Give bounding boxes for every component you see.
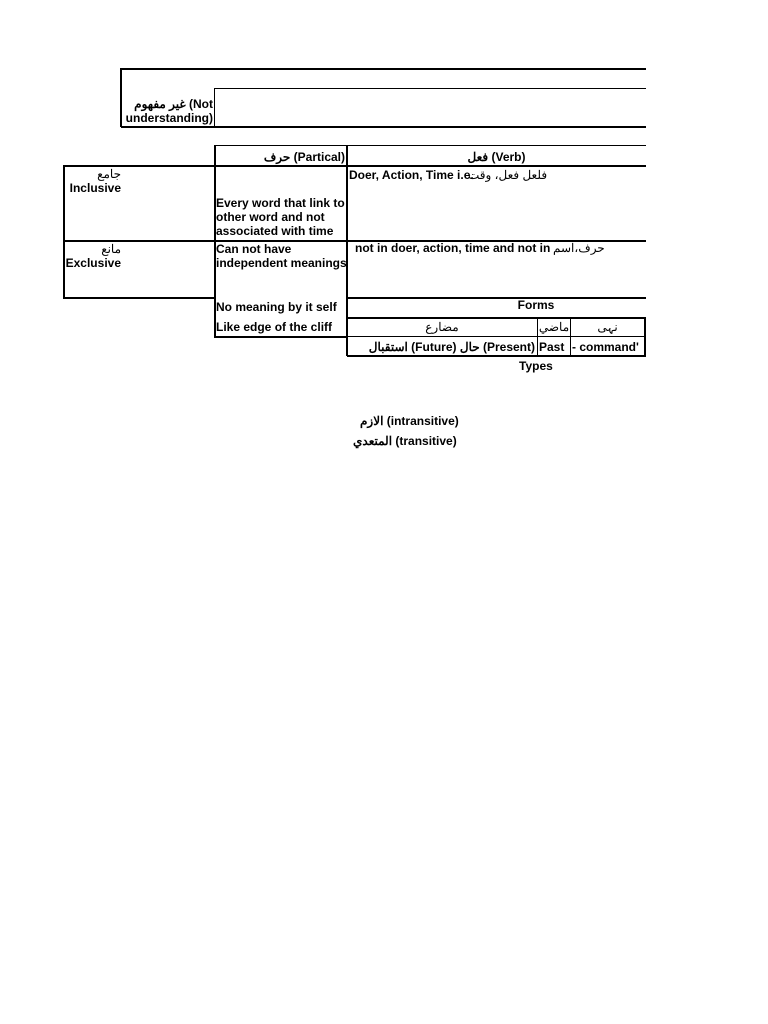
inclusive-label: Inclusive	[69, 181, 121, 195]
inclusive-arabic: جامع	[97, 167, 121, 181]
forms-past: Past	[539, 340, 565, 354]
partical-independent: Can not have independent meanings	[216, 242, 347, 270]
exclusive-label: Exclusive	[65, 256, 121, 270]
verb-doer-line: Doer, Action, Time i.e.	[349, 168, 474, 182]
verb-not-in-arabic: حرف،اسم	[553, 241, 605, 255]
forms-divider	[347, 317, 646, 319]
verb-not-in-line: not in doer, action, time and not in	[355, 241, 551, 255]
row-divider-exclusive-left	[63, 297, 215, 299]
row-divider-2	[121, 126, 646, 128]
forms-nahi: نہی	[597, 320, 618, 334]
col-divider-a	[214, 88, 215, 126]
types-transitive: المتعدي (transitive)	[353, 434, 457, 448]
forms-bottom-border	[347, 355, 646, 357]
types-intransitive: الازم (intransitive)	[360, 414, 459, 428]
not-understanding-line2: understanding)	[125, 111, 213, 125]
verb-doer-arabic: فلعل فعل، وقت	[468, 168, 548, 182]
partical-no-meaning: No meaning by it self	[216, 300, 337, 314]
verb-header: فعل (Verb)	[467, 150, 526, 164]
forms-command: - command'	[572, 340, 639, 354]
partical-header: حرف (Partical)	[263, 150, 345, 164]
top-border	[121, 68, 646, 70]
not-understanding-line1: غير مفهوم (Not	[134, 97, 213, 111]
row-divider-1	[215, 88, 646, 89]
forms-madi: ماضي	[538, 320, 570, 334]
row-divider-3	[215, 145, 646, 146]
types-title: Types	[519, 359, 553, 373]
forms-future-present: استقبال (Future) حال (Present)	[368, 340, 535, 354]
partical-definition: Every word that link to other word and not associated with time	[216, 196, 345, 238]
partical-cliff: Like edge of the cliff	[216, 320, 333, 334]
row-divider-header	[63, 165, 646, 167]
forms-row-divider	[347, 336, 646, 337]
exclusive-arabic: مانع	[101, 242, 121, 256]
forms-mudari: مضارع	[425, 320, 459, 334]
forms-title: Forms	[517, 298, 555, 312]
partical-bottom-border	[214, 336, 347, 338]
